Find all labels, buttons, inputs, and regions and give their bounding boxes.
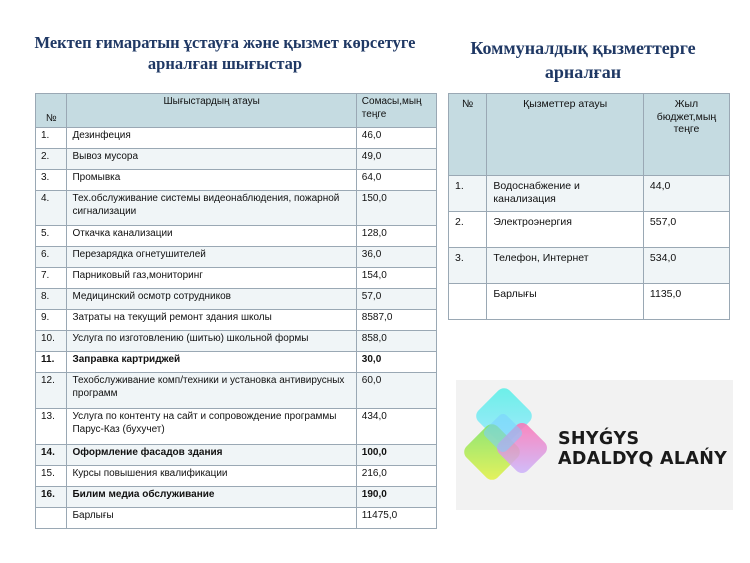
table-row [36, 128, 437, 149]
table-row [36, 409, 437, 445]
row-num: 2. [449, 212, 487, 248]
row-num: 15. [36, 466, 67, 487]
row-name: Перезарядка огнетушителей [67, 247, 356, 268]
row-name: Парниковый газ,мониторинг [67, 268, 356, 289]
row-sum: 154,0 [356, 268, 436, 289]
row-name: Барлығы [67, 508, 356, 529]
row-num: 4. [36, 191, 67, 226]
row-sum: 128,0 [356, 226, 436, 247]
row-name: Билим медиа обслуживание [67, 487, 356, 508]
row-num: 1. [36, 128, 67, 149]
row-name: Откачка канализации [67, 226, 356, 247]
row-sum: 11475,0 [356, 508, 436, 529]
header-sum: Сомасы,мың теңге [356, 94, 436, 128]
table-row [36, 268, 437, 289]
row-sum: 216,0 [356, 466, 436, 487]
table-row [36, 331, 437, 352]
table-row [36, 310, 437, 331]
row-num: 7. [36, 268, 67, 289]
row-sum: 44,0 [643, 176, 729, 212]
row-sum: 150,0 [356, 191, 436, 226]
logo-panel [456, 380, 733, 510]
row-sum: 1135,0 [643, 284, 729, 320]
school-expenses-table [35, 93, 437, 529]
table-row [36, 487, 437, 508]
row-num: 3. [36, 170, 67, 191]
row-sum: 858,0 [356, 331, 436, 352]
row-num: 8. [36, 289, 67, 310]
row-num: 11. [36, 352, 67, 373]
left-table-title: Мектеп ғимаратын ұстауға және қызмет көрсетуге арналған шығыстар [34, 33, 416, 73]
row-num: 13. [36, 409, 67, 445]
row-num: 6. [36, 247, 67, 268]
row-name: Электроэнергия [487, 212, 644, 248]
row-num [449, 284, 487, 320]
row-num: 3. [449, 248, 487, 284]
table-row [36, 508, 437, 529]
row-name: Телефон, Интернет [487, 248, 644, 284]
header-name: Шығыстардың атауы [67, 94, 356, 128]
row-name: Дезинфеция [67, 128, 356, 149]
table-header-row [449, 94, 730, 176]
row-sum: 190,0 [356, 487, 436, 508]
table-row [36, 149, 437, 170]
row-sum: 8587,0 [356, 310, 436, 331]
row-name: Барлығы [487, 284, 644, 320]
row-num: 10. [36, 331, 67, 352]
header-num: № [449, 94, 487, 176]
table-row [36, 191, 437, 226]
table-row [36, 445, 437, 466]
table-row [449, 284, 730, 320]
row-sum: 64,0 [356, 170, 436, 191]
table-header-row [36, 94, 437, 128]
table-row [36, 226, 437, 247]
row-sum: 46,0 [356, 128, 436, 149]
row-name: Тех.обслуживание системы видеонаблюдения, пожарной сигнализации [67, 191, 356, 226]
row-name: Курсы повышения квалификации [67, 466, 356, 487]
table-row [449, 212, 730, 248]
row-name: Затраты на текущий ремонт здания школы [67, 310, 356, 331]
row-name: Промывка [67, 170, 356, 191]
row-name: Водоснабжение и канализация [487, 176, 644, 212]
header-num: № [36, 94, 67, 128]
utility-expenses-table [448, 93, 730, 320]
row-sum: 30,0 [356, 352, 436, 373]
logo-diamond-icon [462, 388, 557, 500]
table-row [449, 176, 730, 212]
row-name: Услуга по изготовлению (шитью) школьной формы [67, 331, 356, 352]
row-name: Техобслуживание комп/техники и установка антивирусных программ [67, 373, 356, 409]
row-name: Оформление фасадов здания [67, 445, 356, 466]
row-name: Вывоз мусора [67, 149, 356, 170]
table-row [449, 248, 730, 284]
row-sum: 100,0 [356, 445, 436, 466]
table-row [36, 373, 437, 409]
row-name: Медицинский осмотр сотрудников [67, 289, 356, 310]
row-num: 2. [36, 149, 67, 170]
row-num: 12. [36, 373, 67, 409]
row-sum: 534,0 [643, 248, 729, 284]
row-num: 16. [36, 487, 67, 508]
row-num: 5. [36, 226, 67, 247]
table-row [36, 247, 437, 268]
row-sum: 434,0 [356, 409, 436, 445]
row-num: 1. [449, 176, 487, 212]
row-name: Услуга по контенту на сайт и сопровождение программы Парус-Каз (бухучет) [67, 409, 356, 445]
right-table-title: Коммуналдық қызметтерге арналған [470, 38, 696, 82]
header-sum: Жыл бюджет,мың теңге [643, 94, 729, 176]
table-row [36, 170, 437, 191]
row-sum: 60,0 [356, 373, 436, 409]
row-sum: 49,0 [356, 149, 436, 170]
table-row [36, 352, 437, 373]
row-sum: 36,0 [356, 247, 436, 268]
row-sum: 557,0 [643, 212, 729, 248]
logo-text-line1: SHYǴYS [558, 429, 640, 449]
table-row [36, 466, 437, 487]
row-sum: 57,0 [356, 289, 436, 310]
table-row [36, 289, 437, 310]
row-num [36, 508, 67, 529]
header-name: Қызметтер атауы [487, 94, 644, 176]
row-name: Заправка картриджей [67, 352, 356, 373]
row-num: 14. [36, 445, 67, 466]
logo-text-line2: ADALDYQ ALAŃY [558, 449, 728, 469]
row-num: 9. [36, 310, 67, 331]
